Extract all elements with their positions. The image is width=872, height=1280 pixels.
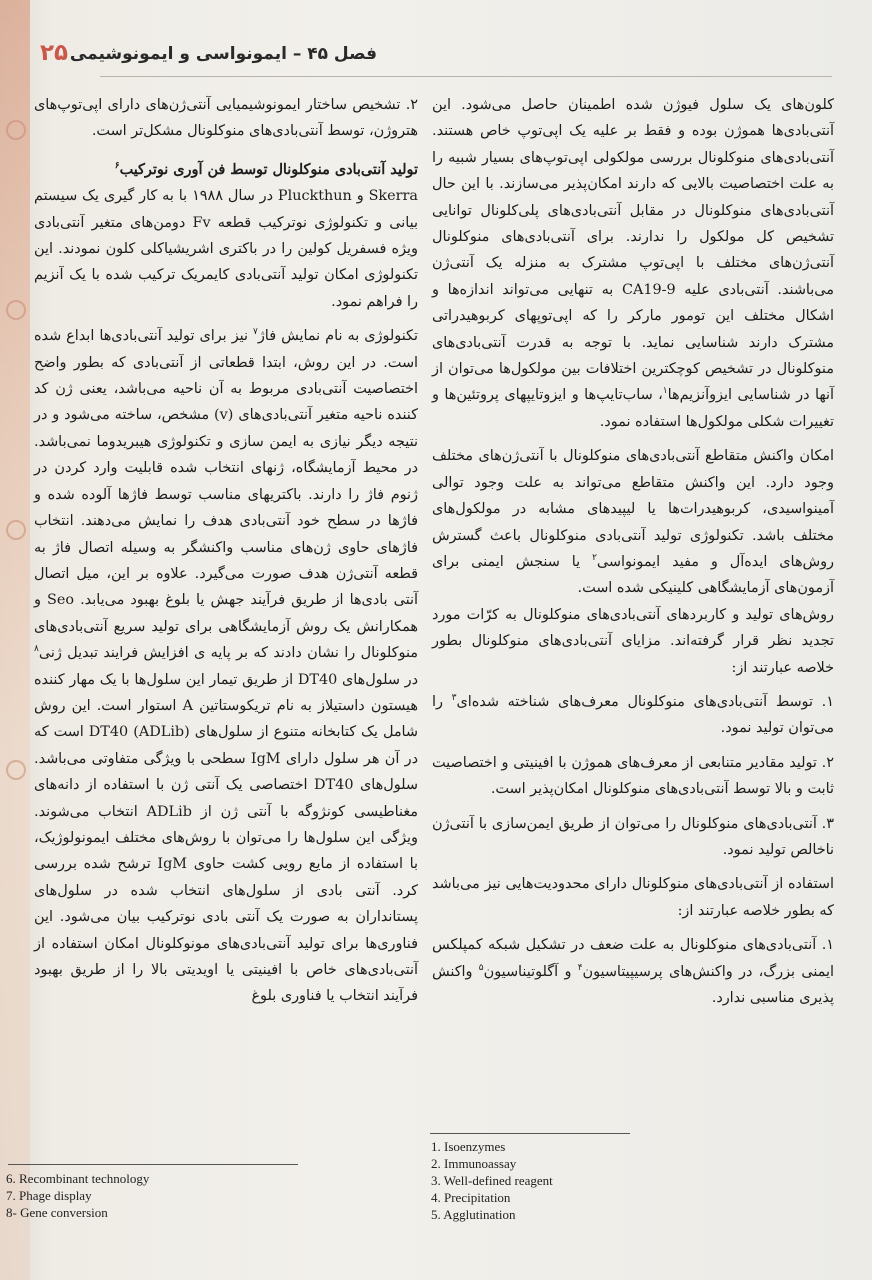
decorative-circle [6, 120, 26, 140]
left-column [34, 92, 418, 1010]
chapter-title: فصل ۴۵ – ایمونواسی و ایمونوشیمی [69, 44, 377, 64]
list-item: ۳. آنتی‌بادی‌های منوکلونال را می‌توان از طریق ایمن‌سازی با آنتی‌ژن ناخالص تولید نمود. [432, 815, 834, 858]
footnotes-left [6, 1170, 149, 1221]
footnote: 7. Phage display [6, 1188, 92, 1203]
paragraph: روش‌های تولید و کاربردهای آنتی‌بادی‌های منوکلونال به کرّات مورد تجدید نظر قرار گرفته‌اند. مزایای آنتی‌بادی‌های منوکلونال بطور خلاصه عبارتند از: [432, 606, 834, 676]
paragraph: کلون‌های یک سلول فیوژن شده اطمینان حاصل می‌شود. این آنتی‌بادی‌ها هموژن بوده و فقط بر علیه یک اپی‌توپ خاص هستند. آنتی‌بادی‌های منوکلونال بررسی مولکولی اپی‌توپ‌های بسیار شبیه را به علت اختصاصیت بالایی که دارند امکان‌پذیر می‌سازند. با این حال آنتی‌بادی‌های منوکلونال در مقابل آنتی‌بادی‌های پلی‌کلونال توانایی تشخیص کل مولکول را ندارند. برای آنتی‌بادی‌های منوکلونال آنتی‌ژن‌های مختلف با اپی‌توپ مشترک به منزله یک آنتی‌ژن می‌باشند. آنتی‌بادی علیه CA19-9 به تنهایی می‌تواند اندازه‌ها و اشکال مختلف این تومور مارکر را که اپی‌توپهای کربوهیدراتی مشترک دارند شناسایی نماید. با توجه به قدرت آنتی‌بادی‌های منوکلونال در تشخیص کوچکترین اختلافات بین مولکول‌ها می‌توان از آنها در شناسایی ایزوآنزیم‌ها$^۱$، ساب‌تایپ‌ها و ایزوتایپهای پروتئین‌ها و تغییرات شکلی مولکول‌ها استفاده نمود. [432, 97, 835, 430]
footnotes-right [431, 1138, 553, 1223]
decorative-circle [6, 520, 26, 540]
paragraph: استفاده از آنتی‌بادی‌های منوکلونال دارای محدودیت‌هایی نیز می‌باشد که بطور خلاصه عبارتند از: [432, 876, 834, 919]
paragraph: تکنولوژی به نام نمایش فاژ$^۷$ نیز برای تولید آنتی‌بادی‌ها ابداع شده است. در این روش، ابتدا قطعاتی از آنتی‌بادی که بطور واضح اختصاصیت آنتی‌بادی مربوط به آن ناحیه می‌باشد، یعنی ژن کد کننده ناحیه متغیر آنتی‌بادی‌های (v) مشخص، ساخته می‌شود و در نتیجه دیگر نیازی به ایمن سازی و تکنولوژی هیبریدوما نمی‌باشد. در محیط آزمایشگاه، ژنهای انتخاب شده قابلیت وارد کردن در ژنوم فاژ را دارند. باکتریهای مناسب توسط فاژها آلوده شده و فاژها در سطح خود آنتی‌بادی هدف را نمایش می‌دهند. انتخاب فاژهای حاوی ژن‌های مناسب واکنشگر به وسیله اتصال فاژ به قطعه آنتی‌ژن هدف صورت می‌گیرد. علاوه بر این، میل اتصال آنتی بادی‌ها از طریق فرآیند جهش یا بلوغ بهبود می‌یابد. Seo و همکارانش یک روش آزمایشگاهی برای تولید سریع آنتی‌بادی‌های منوکلونال را نشان دادند که بر پایه ی افزایش فرایند تبدیل ژنی$^۸$ در سلول‌های DT40 از طریق تیمار این سلول‌ها با یک مهار کننده هیستون داستیلاز به نام تریکوستاتین A استوار است. این روش شامل یک کتابخانه متنوع از سلول‌های DT40 (ADLib) است که در آن هر سلول دارای IgM سطحی با ویژگی متفاوتی می‌باشد. سلول‌های DT40 اختصاصی یک آنتی ژن با استفاده از دانه‌های مغناطیسی کونژوگه با آنتی ژن از ADLib انتخاب می‌شوند. ویژگی این سلول‌ها را می‌توان با روش‌های مختلف ایمونولوژیک، با استفاده از مایع رویی کشت حاوی IgM ترشح شده بررسی کرد. آنتی بادی از سلول‌های انتخاب شده در سلول‌های پستانداران به صورت یک آنتی بادی نوترکیب بیان می‌شود. این فناوری‌ها برای تولید آنتی‌بادی‌های مونوکلونال امکان استفاده از آنتی‌بادی‌های خاص با افینیتی یا اویدیتی بالا را از طریق بهبود فرآیند انتخاب یا فناوری بلوغ [34, 327, 419, 1005]
footnote: 5. Agglutination [431, 1207, 516, 1222]
page-edge-decoration [0, 0, 30, 1280]
footnote-divider [8, 1164, 298, 1165]
section-heading: تولید آنتی‌بادی منوکلونال توسط فن آوری نوترکیب$^۶$ [114, 160, 418, 178]
paragraph: ۲. تشخیص ساختار ایمونوشیمیایی آنتی‌ژن‌های دارای اپی‌توپ‌های هتروژن، توسط آنتی‌بادی‌های منوکلونال مشکل‌تر است. [34, 97, 418, 140]
list-item: ۱. آنتی‌بادی‌های منوکلونال به علت ضعف در تشکیل شبکه کمپلکس ایمنی بزرگ، در واکنش‌های پرسیپیتاسیون$^۴$ و آگلوتیناسیون$^۵$ واکنش پذیری مناسبی ندارد. [432, 937, 835, 1006]
page-header [40, 38, 832, 74]
list-item: ۱. توسط آنتی‌بادی‌های منوکلونال معرف‌های شناخته شده‌ای$^۳$ را می‌توان تولید نمود. [432, 693, 834, 737]
footnote: 1. Isoenzymes [431, 1139, 506, 1154]
footnote: 2. Immunoassay [431, 1156, 517, 1171]
page-number: ۲۵ [40, 40, 69, 66]
footnote: 8- Gene conversion [6, 1205, 108, 1220]
list-item: ۲. تولید مقادیر متنابعی از معرف‌های هموژن با افینیتی و اختصاصیت ثابت و بالا توسط آنتی‌بادی‌های منوکلونال امکان‌پذیر است. [432, 754, 834, 798]
decorative-circle [6, 300, 26, 320]
right-column [432, 92, 834, 1011]
paragraph: Skerra و Pluckthun در سال ۱۹۸۸ با به کار گیری یک سیستم بیانی و تکنولوژی نوترکیب قطعه Fv دومن‌های متغیر آنتی‌بادی ویژه فسفریل کولین را در باکتری اشریشیاکلی کلون نمودند. این تکنولوژی امکان تولید آنتی‌بادی کایمریک ترکیب شده با یک آنزیم را فراهم نمود. [34, 188, 418, 310]
header-divider [100, 76, 832, 77]
footnote: 4. Precipitation [431, 1190, 511, 1205]
decorative-circle [6, 760, 26, 780]
footnote-divider [430, 1133, 630, 1134]
footnote: 3. Well-defined reagent [431, 1173, 553, 1188]
footnote: 6. Recombinant technology [6, 1171, 150, 1186]
paragraph: امکان واکنش متقاطع آنتی‌بادی‌های منوکلونال با آنتی‌ژن‌های مختلف وجود دارد. این واکنش متقاطع می‌تواند به علت وجود توالی آمینواسیدی، کربوهیدرات‌ها یا لیپیدهای مشابه در مولکول‌های مختلف باشد. تکنولوژی تولید آنتی‌بادی منوکلونال باعث گسترش روش‌های ایده‌آل و مفید ایمونواسی$^۲$ یا سنجش ایمنی برای آزمون‌های آزمایشگاهی کلینیکی شده است. [432, 448, 834, 597]
